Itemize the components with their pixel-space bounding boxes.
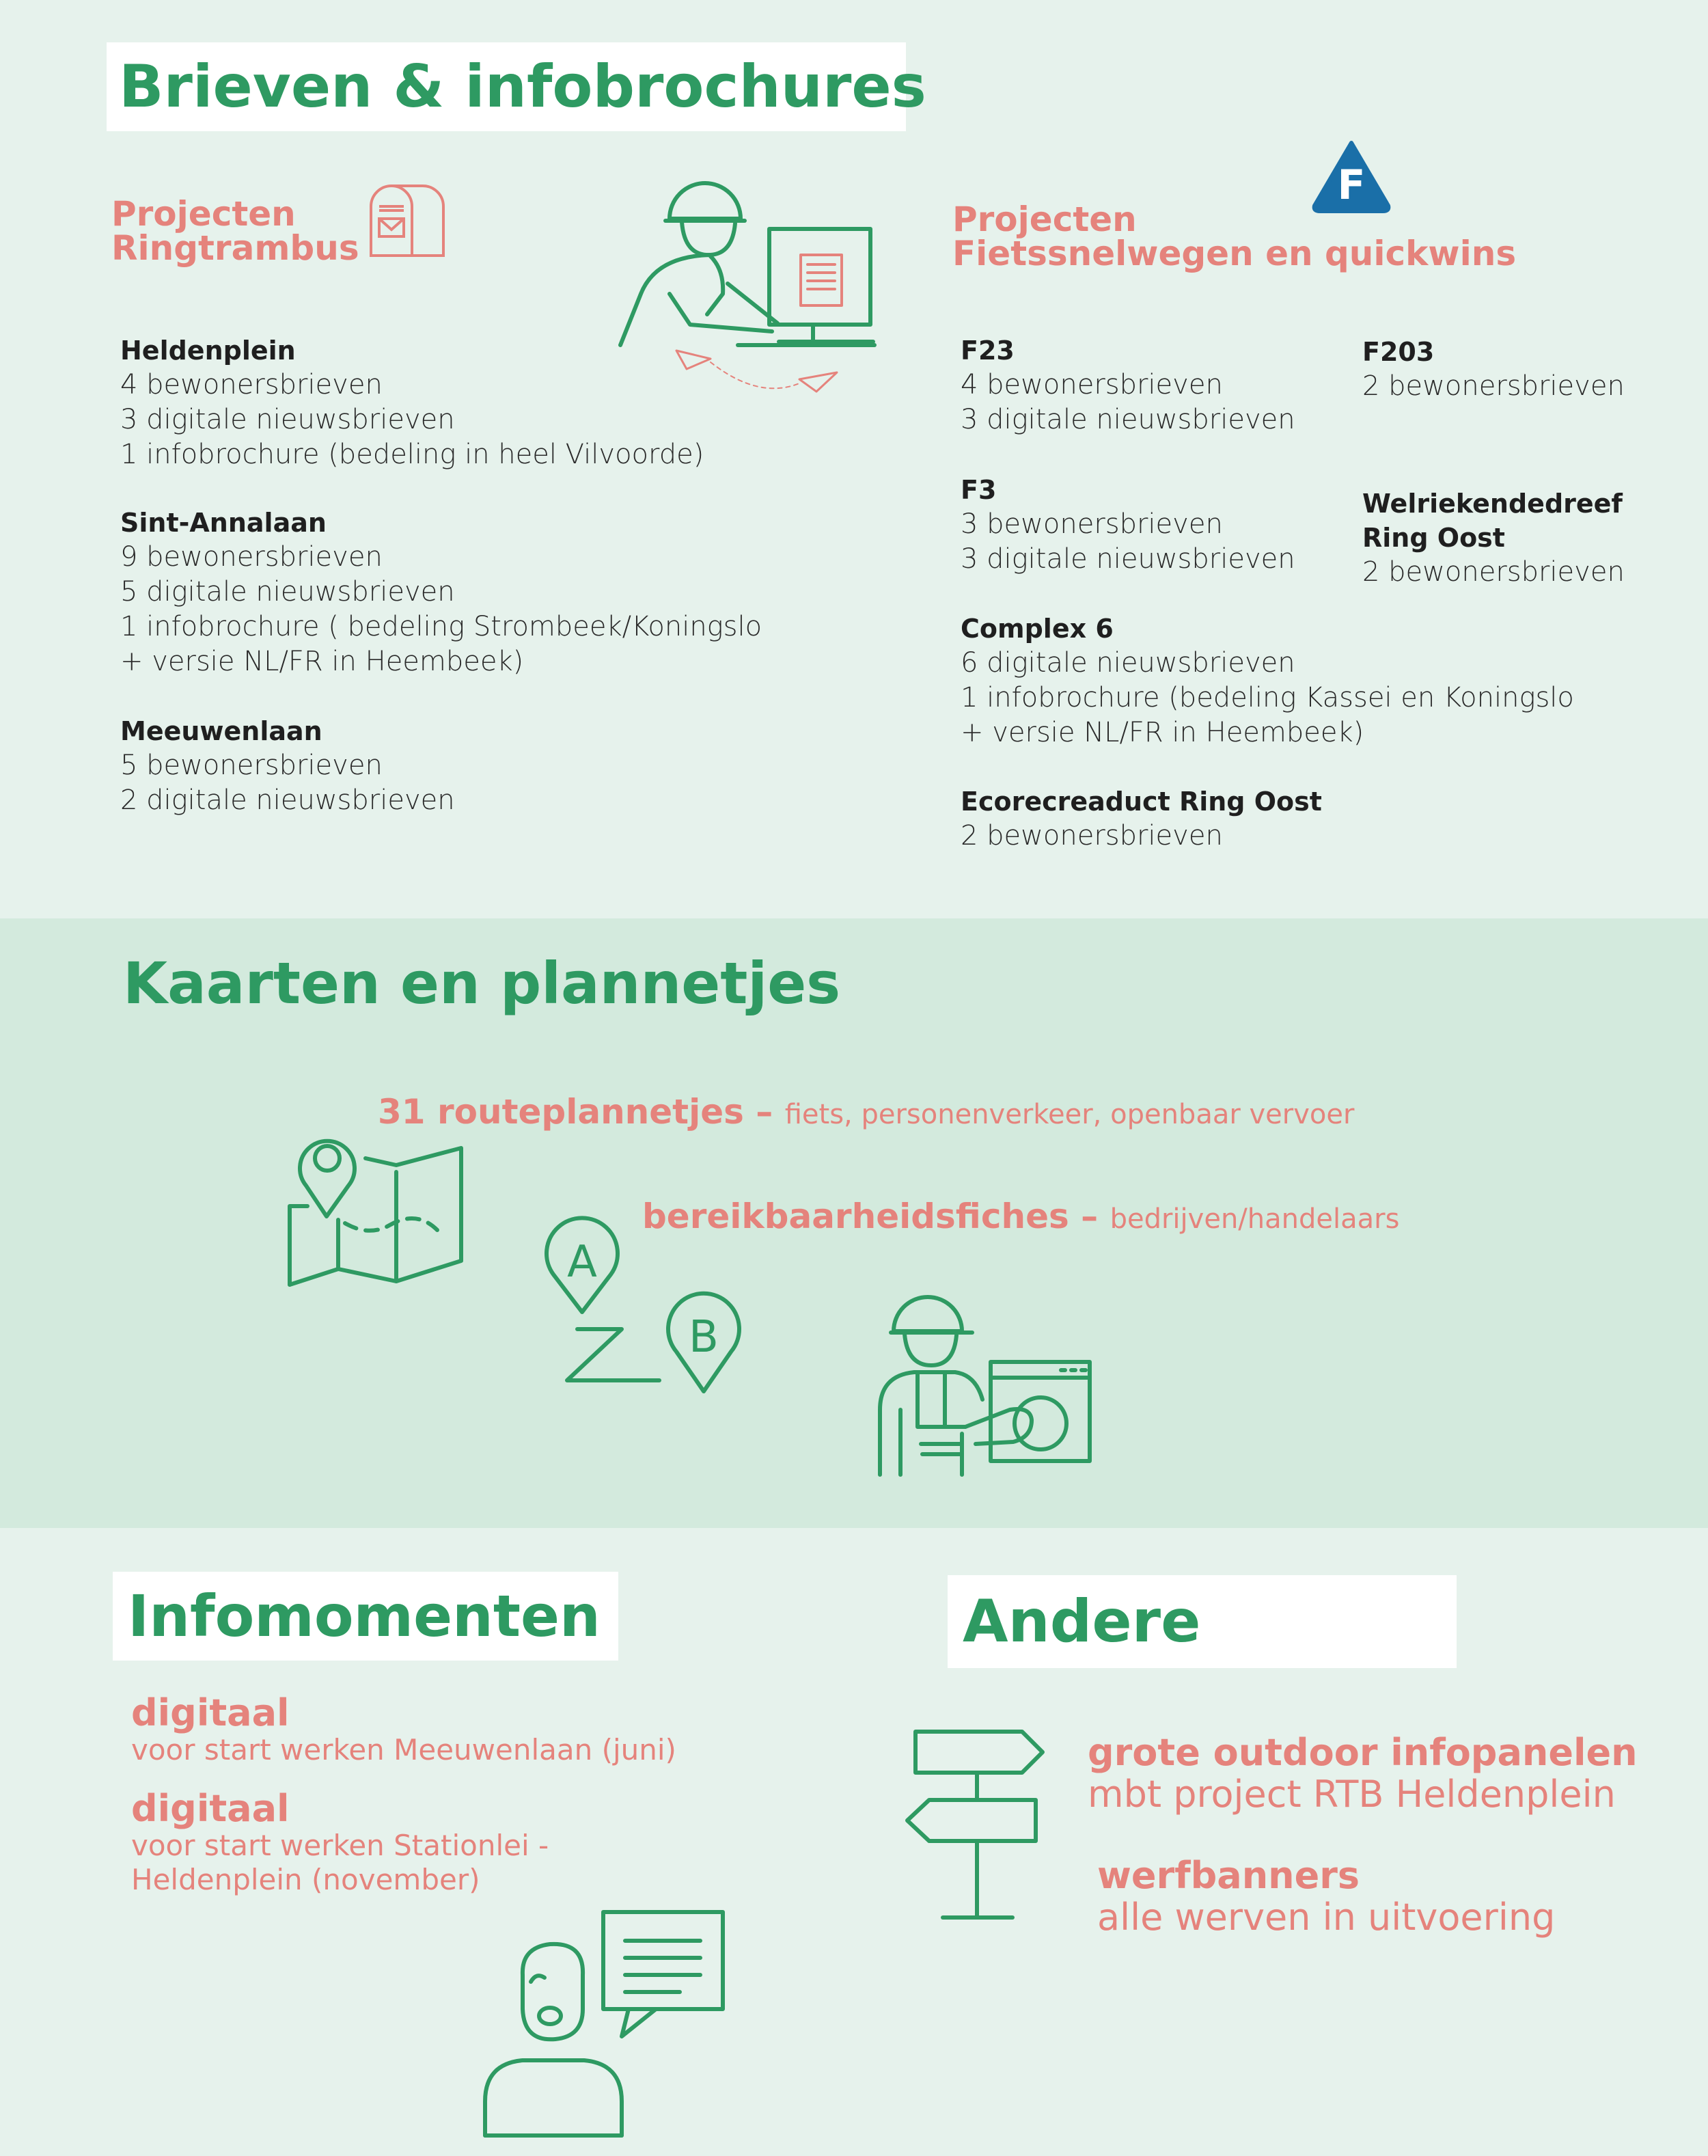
fiets-ecorecreaduct xyxy=(961,784,1322,854)
item-line: + versie NL/FR in Heembeek) xyxy=(961,717,1364,748)
ringtrambus-sint-annalaan xyxy=(120,506,762,679)
mailbox-icon xyxy=(366,179,447,261)
item-name: Ecorecreaduct Ring Oost xyxy=(961,787,1322,817)
ringtrambus-meeuwenlaan xyxy=(120,714,455,818)
ringtrambus-heading-line1: Projecten xyxy=(111,194,296,234)
ringtrambus-heldenplein xyxy=(120,333,704,472)
item-line: 1 infobrochure ( bedeling Strombeek/Koningslo xyxy=(120,611,762,642)
andere-label: grote outdoor infopanelen xyxy=(1088,1731,1638,1774)
bereikbaarheid-line xyxy=(642,1199,1399,1236)
item-line: 2 bewonersbrieven xyxy=(1362,370,1625,402)
infomoment-2 xyxy=(131,1789,549,1897)
item-line: 2 digitale nieuwsbrieven xyxy=(120,784,455,816)
map-pin-icon xyxy=(287,1110,465,1288)
ringtrambus-heading-line2: Ringtrambus xyxy=(111,228,359,268)
ringtrambus-heading xyxy=(111,194,359,268)
routeplannetjes-count: 31 routeplannetjes – xyxy=(378,1092,773,1132)
item-name: Sint-Annalaan xyxy=(120,508,327,538)
signpost-icon xyxy=(902,1729,1052,1920)
infomoment-1 xyxy=(131,1693,676,1767)
badge-letter: F xyxy=(1337,161,1366,209)
fietssnelwegen-heading-line1: Projecten xyxy=(952,200,1137,239)
item-line: 3 digitale nieuwsbrieven xyxy=(961,404,1295,435)
svg-text:B: B xyxy=(689,1312,719,1363)
andere-line: alle werven in uitvoering xyxy=(1097,1896,1556,1939)
item-name: Heldenplein xyxy=(120,336,296,366)
infomoment-line: Heldenplein (november) xyxy=(131,1863,480,1896)
andere-label: werfbanners xyxy=(1097,1854,1360,1897)
route-a-b-icon xyxy=(540,1210,745,1394)
fiets-f23 xyxy=(961,333,1295,437)
fiets-welriekendedreef xyxy=(1362,487,1625,590)
fiets-f3 xyxy=(961,473,1295,577)
item-name: Meeuwenlaan xyxy=(120,716,322,746)
andere-werfbanners xyxy=(1097,1855,1555,1939)
bereikbaarheid-desc: bedrijven/handelaars xyxy=(1110,1203,1400,1235)
fiets-f203 xyxy=(1362,335,1625,404)
item-line: 9 bewonersbrieven xyxy=(120,541,383,573)
item-line: 2 bewonersbrieven xyxy=(1362,556,1625,588)
item-name: Complex 6 xyxy=(961,614,1114,644)
infomoment-label: digitaal xyxy=(131,1691,290,1734)
svg-text:A: A xyxy=(567,1237,597,1287)
item-line: + versie NL/FR in Heembeek) xyxy=(120,646,524,677)
item-line: 1 infobrochure (bedeling in heel Vilvoorde) xyxy=(120,439,704,470)
fiets-complex-6 xyxy=(961,612,1574,750)
item-line: 5 digitale nieuwsbrieven xyxy=(120,576,455,608)
brieven-title: Brieven & infobrochures xyxy=(107,42,906,131)
item-line: 1 infobrochure (bedeling Kassei en Koningslo xyxy=(961,682,1574,713)
item-line: 4 bewonersbrieven xyxy=(120,369,383,400)
item-line: 5 bewonersbrieven xyxy=(120,750,383,781)
andere-infopanelen xyxy=(1088,1732,1638,1816)
bereikbaarheid-label: bereikbaarheidsfiches – xyxy=(642,1197,1099,1236)
item-line: 3 digitale nieuwsbrieven xyxy=(961,543,1295,575)
andere-line: mbt project RTB Heldenplein xyxy=(1088,1773,1616,1816)
item-line: 3 digitale nieuwsbrieven xyxy=(120,404,455,435)
routeplannetjes-line xyxy=(378,1092,1355,1132)
item-line: 4 bewonersbrieven xyxy=(961,369,1223,400)
fietssnelwegen-heading xyxy=(952,202,1516,271)
item-name: Ring Oost xyxy=(1362,523,1505,553)
infomomenten-title: Infomomenten xyxy=(113,1572,618,1661)
fietssnelwegen-heading-line2: Fietssnelwegen en quickwins xyxy=(952,234,1517,273)
item-name: Welriekendedreef xyxy=(1362,489,1623,519)
worker-screen-icon xyxy=(873,1290,1099,1482)
item-line: 2 bewonersbrieven xyxy=(961,820,1223,851)
infomoment-line: voor start werken Meeuwenlaan (juni) xyxy=(131,1733,676,1766)
item-line: 6 digitale nieuwsbrieven xyxy=(961,647,1295,679)
item-name: F23 xyxy=(961,336,1015,366)
infomoment-line: voor start werken Stationlei - xyxy=(131,1829,549,1862)
item-line: 3 bewonersbrieven xyxy=(961,508,1223,540)
kaarten-title: Kaarten en plannetjes xyxy=(123,950,841,1017)
routeplannetjes-desc: fiets, personenverkeer, openbaar vervoer xyxy=(784,1099,1355,1130)
andere-title: Andere xyxy=(948,1575,1457,1668)
person-speech-icon xyxy=(482,1907,728,2139)
item-name: F203 xyxy=(1362,337,1435,367)
item-name: F3 xyxy=(961,475,997,505)
infomoment-label: digitaal xyxy=(131,1787,290,1830)
